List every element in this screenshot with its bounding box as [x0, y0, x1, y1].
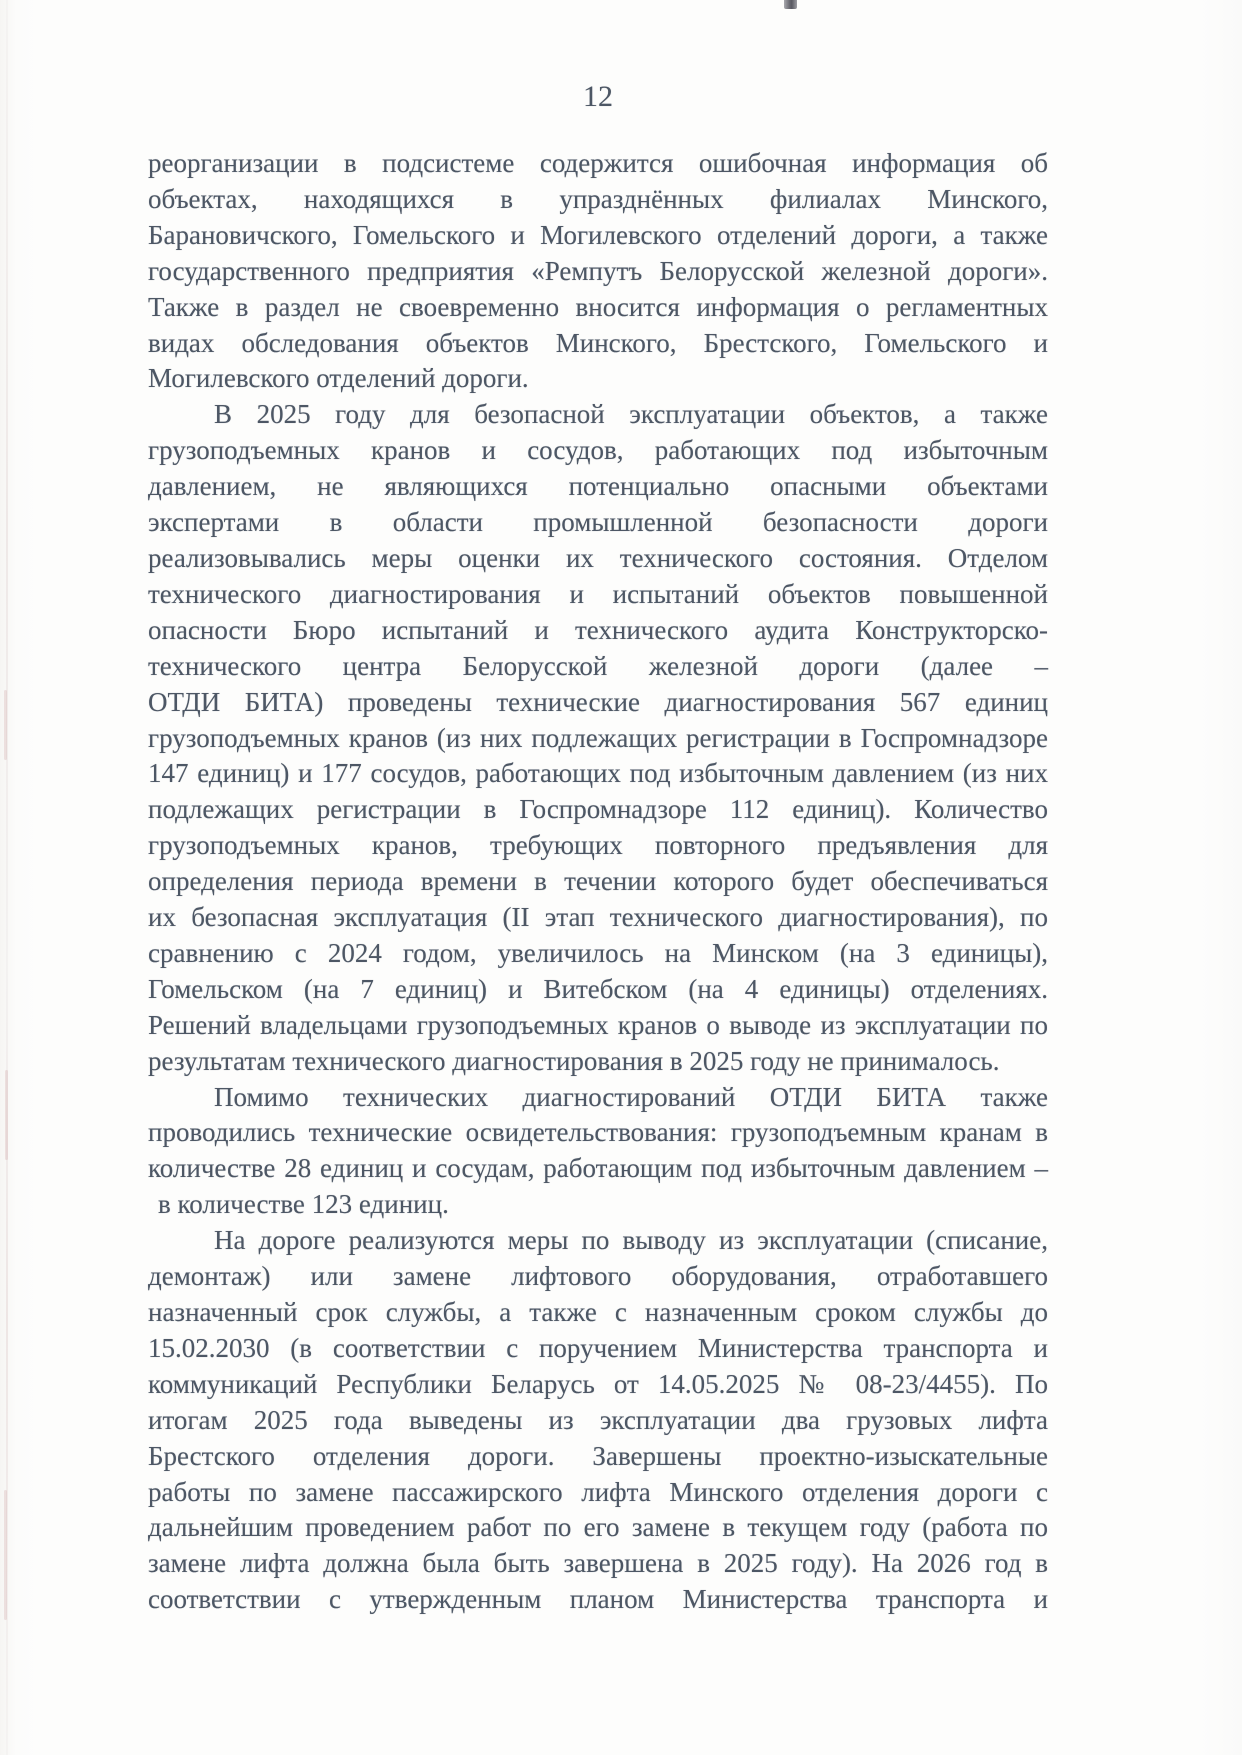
- text-line: Также в раздел не своевременно вносится информация о регламентных: [148, 291, 1048, 322]
- text-line: Могилевского отделений дороги.: [148, 363, 529, 394]
- text-line: опасности Бюро испытаний и технического аудита Конструкторско-: [148, 614, 1048, 645]
- text-line: экспертами в области промышленной безопасности дороги: [148, 507, 1048, 538]
- text-line: количестве 28 единиц и сосудам, работающим под избыточным давлением –: [148, 1153, 1048, 1184]
- document-body-text: [148, 146, 1048, 1618]
- text-line: их безопасная эксплуатация (II этап технического диагностирования), по: [148, 902, 1048, 933]
- paragraph: [148, 1080, 1048, 1224]
- text-line: грузоподъемных кранов, требующих повторного предъявления для: [148, 830, 1048, 861]
- text-line: назначенный срок службы, а также с назначенным сроком службы до: [148, 1297, 1048, 1327]
- text-line: Гомельском (на 7 единиц) и Витебском (на 4 единицы) отделениях.: [148, 973, 1048, 1004]
- scan-smudge-icon: [784, 0, 797, 9]
- text-line: В 2025 году для безопасной эксплуатации объектов, а также: [214, 399, 1048, 430]
- text-line: подлежащих регистрации в Госпромнадзоре 112 единиц). Количество: [148, 794, 1048, 825]
- text-line: видах обследования объектов Минского, Брестского, Гомельского и: [148, 327, 1048, 358]
- text-line: Помимо технических диагностирований ОТДИ БИТА также: [214, 1081, 1048, 1112]
- text-line: дальнейшим проведением работ по его замене в текущем году (работа по: [148, 1512, 1048, 1543]
- text-line: технического диагностирования и испытаний объектов повышенной: [148, 578, 1048, 609]
- text-line: давлением, не являющихся потенциально опасными объектами: [148, 471, 1048, 502]
- text-line: грузоподъемных кранов (из них подлежащих регистрации в Госпромнадзоре: [148, 722, 1048, 753]
- text-line: реорганизации в подсистеме содержится ошибочная информация об: [148, 148, 1048, 178]
- paragraph: [148, 397, 1048, 1079]
- page-number: 12: [583, 80, 613, 113]
- text-line: коммуникаций Республики Беларусь от 14.05.2025 № 08-23/4455). По: [148, 1368, 1048, 1399]
- text-line: итогам 2025 года выведены из эксплуатации два грузовых лифта: [148, 1404, 1048, 1435]
- text-line: Брестского отделения дороги. Завершены проектно-изыскательные: [148, 1440, 1048, 1471]
- text-line: объектах, находящихся в упразднённых филиалах Минского,: [148, 183, 1048, 214]
- text-line: грузоподъемных кранов и сосудов, работающих под избыточным: [148, 435, 1048, 466]
- text-line: Решений владельцами грузоподъемных кранов о выводе из эксплуатации по: [148, 1009, 1048, 1040]
- text-line: Барановичского, Гомельского и Могилевского отделений дороги, а также: [148, 219, 1048, 250]
- scan-artifact-icon: [5, 1070, 8, 1160]
- text-line: демонтаж) или замене лифтового оборудования, отработавшего: [148, 1261, 1048, 1292]
- text-line: технического центра Белорусской железной дороги (далее –: [148, 650, 1048, 681]
- paragraph: [148, 146, 1048, 397]
- text-line: реализовывались меры оценки их технического состояния. Отделом: [148, 542, 1048, 573]
- scan-artifact-icon: [4, 1490, 7, 1620]
- scan-artifact-icon: [4, 690, 7, 760]
- text-line: замене лифта должна была быть завершена в 2025 году). На 2026 год в: [148, 1548, 1048, 1579]
- text-line: сравнению с 2024 годом, увеличилось на Минском (на 3 единицы),: [148, 937, 1048, 968]
- text-line: результатам технического диагностирования в 2025 году не принималось.: [148, 1045, 1000, 1076]
- text-line: государственного предприятия «Ремпутъ Белорусской железной дороги».: [148, 255, 1048, 286]
- text-line: На дороге реализуются меры по выводу из эксплуатации (списание,: [214, 1225, 1048, 1256]
- text-line: 15.02.2030 (в соответствии с поручением Министерства транспорта и: [148, 1332, 1048, 1363]
- text-line: определения периода времени в течении которого будет обеспечиваться: [148, 866, 1048, 897]
- text-line: 147 единиц) и 177 сосудов, работающих под избыточным давлением (из них: [148, 758, 1048, 789]
- text-line: ОТДИ БИТА) проведены технические диагностирования 567 единиц: [148, 686, 1048, 717]
- paragraph: [148, 1223, 1048, 1618]
- text-line: работы по замене пассажирского лифта Минского отделения дороги с: [148, 1476, 1048, 1507]
- text-line: проводились технические освидетельствования: грузоподъемным кранам в: [148, 1117, 1048, 1148]
- text-line: в количестве 123 единиц.: [158, 1189, 449, 1220]
- text-line: соответствии с утвержденным планом Министерства транспорта и: [148, 1584, 1048, 1615]
